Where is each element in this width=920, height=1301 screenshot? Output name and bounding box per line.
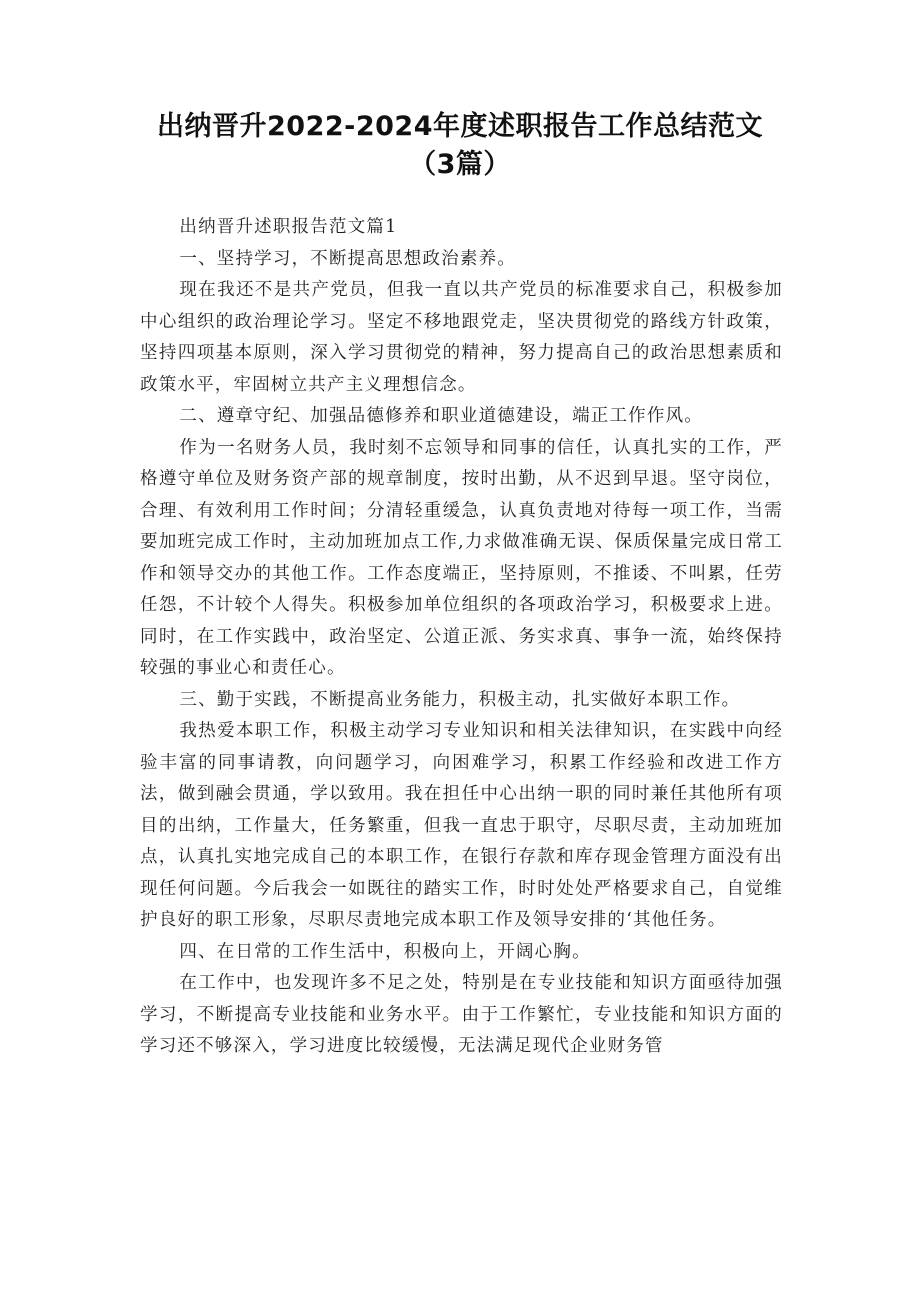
document-body — [140, 212, 783, 1063]
subheading-3: 三、勤于实践，不断提高业务能力，积极主动，扎实做好本职工作。 — [179, 689, 741, 710]
subheading-2: 二、遵章守纪、加强品德修养和职业道德建设，端正工作作风。 — [179, 406, 703, 426]
paragraph-3: 我热爱本职工作，积极主动学习专业知识和相关法律知识，在实践中向经验丰富的同事请教，向问题学习，向困难学习，积累工作经验和改进工作方法，做到融会贯通，学以致用。我在担任中心出纳一职的同时兼任其他所有项目的出纳，工作量大，任务繁重，但我一直忠于职守，尽职尽责，主动加班加点，认真扎实地完成自己的本职工作，在银行存款和库存现金管理方面没有出现任何问题。今后我会一如既往的踏实工作，时时处处严格要求自己，自觉维护良好的职工形象，尽职尽责地完成本职工作及领导安排的‘其他任务。 — [140, 721, 783, 930]
document-title: 出纳晋升2022-2024年度述职报告工作总结范文（3篇） — [157, 111, 763, 180]
paragraph-2: 作为一名财务人员，我时刻不忘领导和同事的信任，认真扎实的工作，严格遵守单位及财务资产部的规章制度，按时出勤，从不迟到早退。坚守岗位，合理、有效利用工作时间；分清轻重缓急，认真负责地对待每一项工作，当需要加班完成工作时，主动加班加点工作,力求做准确无误、保质保量完成日常工作和领导交办的其他工作。工作态度端正，坚持原则，不推诿、不叫累，任劳任怨，不计较个人得失。积极参加单位组织的各项政治学习，积极要求上进。同时，在工作实践中，政治坚定、公道正派、务实求真、事争一流，始终保持较强的事业心和责任心。 — [140, 437, 783, 678]
subheading-1: 一、坚持学习，不断提高思想政治素养。 — [179, 248, 516, 269]
section-heading: 出纳晋升述职报告范文篇1 — [179, 217, 398, 237]
subheading-4: 四、在日常的工作生活中，积极向上，开阔心胸。 — [179, 941, 591, 962]
paragraph-1: 现在我还不是共产党员，但我一直以共产党员的标准要求自己，积极参加中心组织的政治理论学习。坚定不移地跟党走，坚决贯彻党的路线方针政策，坚持四项基本原则，深入学习贯彻党的精神，努力提高自己的政治思想素质和政策水平，牢固树立共产主义理想信念。 — [140, 280, 783, 395]
paragraph-4: 在工作中，也发现许多不足之处，特别是在专业技能和知识方面亟待加强学习，不断提高专业技能和业务水平。由于工作繁忙，专业技能和知识方面的学习还不够深入，学习进度比较缓慢，无法满足现代企业财务管 — [140, 973, 783, 1056]
